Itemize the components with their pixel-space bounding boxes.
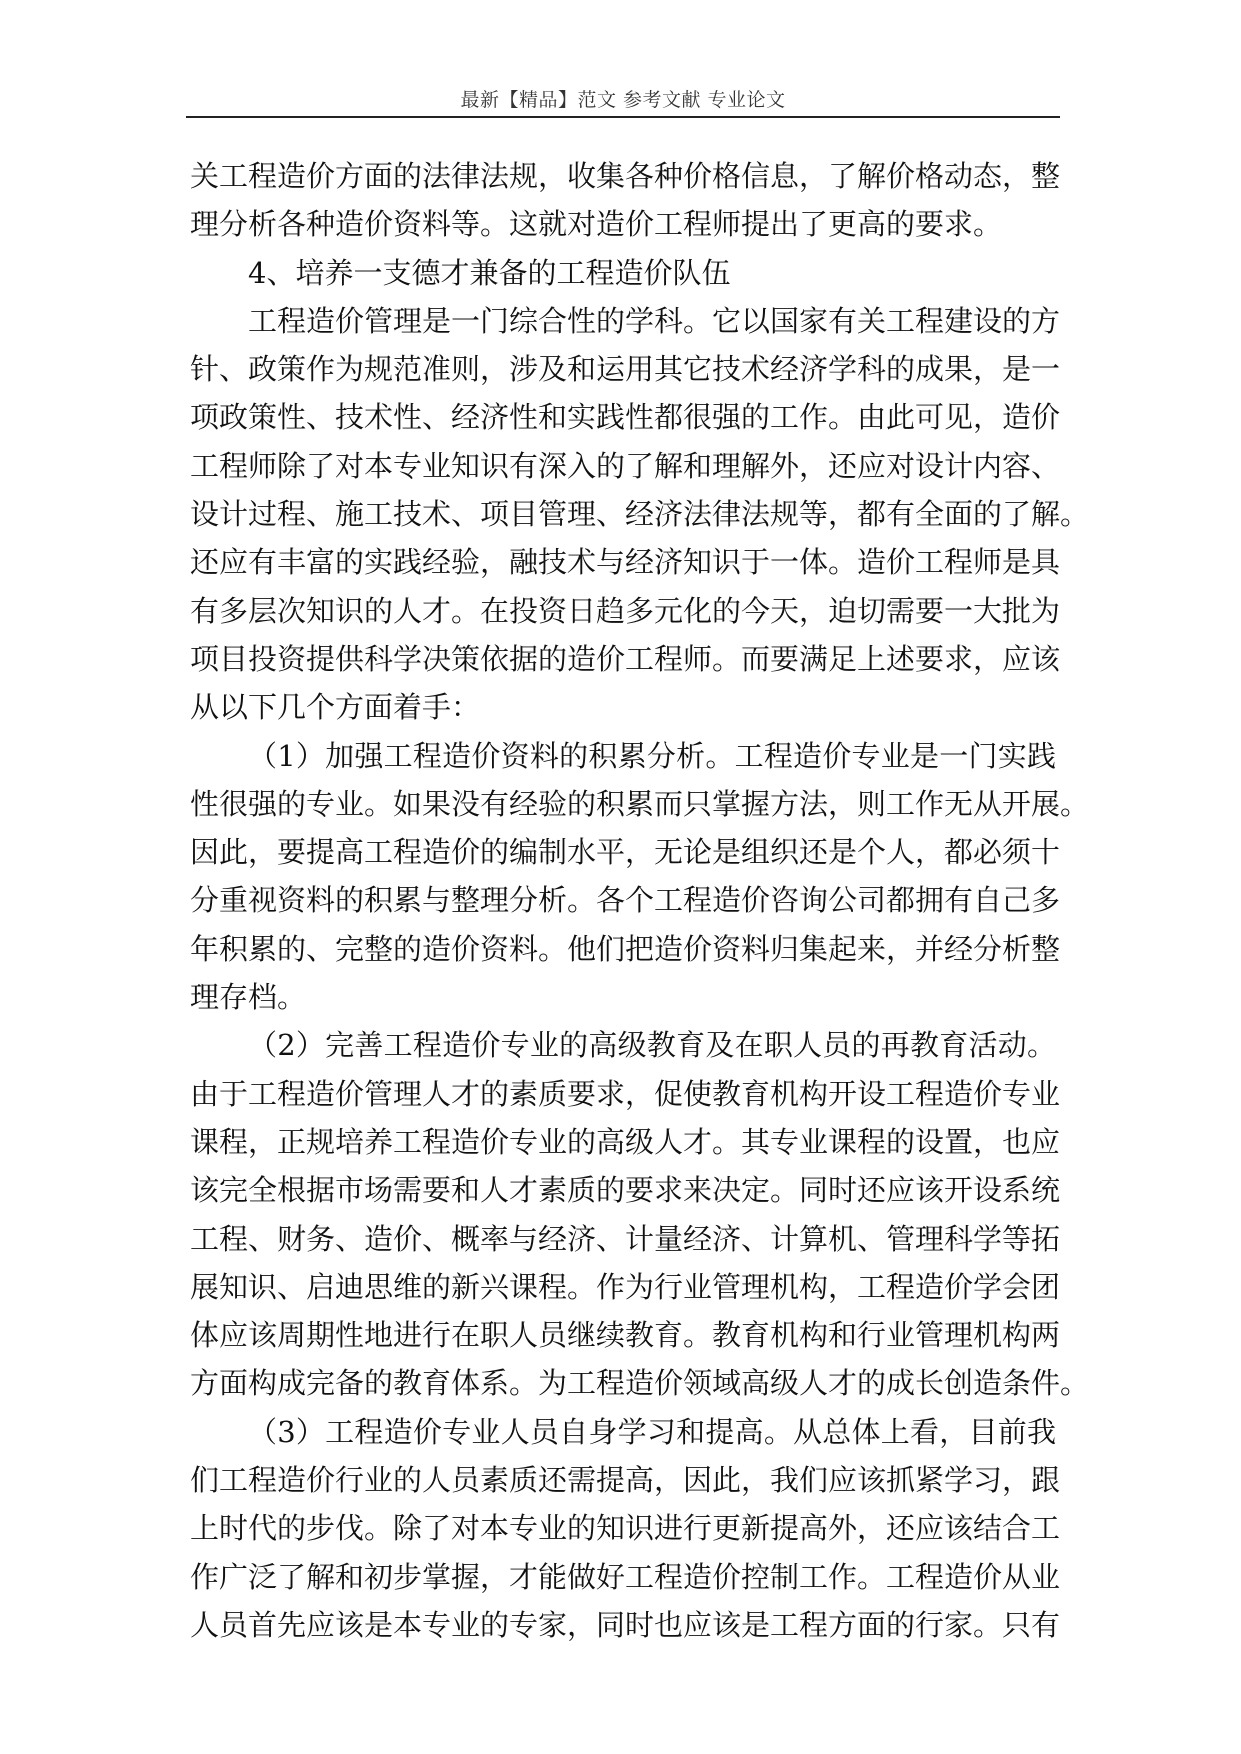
text-line: 课程，正规培养工程造价专业的高级人才。其专业课程的设置，也应: [190, 1124, 1061, 1159]
text-line: 从以下几个方面着手：: [190, 690, 481, 725]
text-line: 因此，要提高工程造价的编制水平，无论是组织还是个人，都必须十: [190, 835, 1061, 870]
text-line: 关工程造价方面的法律法规，收集各种价格信息，了解价格动态，整: [190, 159, 1061, 193]
text-line: 人员首先应该是本专业的专家，同时也应该是工程方面的行家。只有: [190, 1607, 1061, 1642]
document-body: [190, 152, 1090, 1649]
text-line: 由于工程造价管理人才的素质要求，促使教育机构开设工程造价专业: [190, 1076, 1061, 1111]
text-line: 作广泛了解和初步掌握，才能做好工程造价控制工作。工程造价从业: [190, 1559, 1061, 1594]
text-line: 项目投资提供科学决策依据的造价工程师。而要满足上述要求，应该: [190, 641, 1061, 676]
text-line: 们工程造价行业的人员素质还需提高，因此，我们应该抓紧学习，跟: [190, 1463, 1061, 1498]
text-line: 上时代的步伐。除了对本专业的知识进行更新提高外，还应该结合工: [190, 1511, 1061, 1546]
text-line: 工程造价管理是一门综合性的学科。它以国家有关工程建设的方: [248, 303, 1061, 338]
text-line: 理分析各种造价资料等。这就对造价工程师提出了更高的要求。: [190, 207, 1003, 242]
page-header: 最新【精品】范文 参考文献 专业论文: [186, 86, 1060, 118]
text-line: 该完全根据市场需要和人才素质的要求来决定。同时还应该开设系统: [190, 1173, 1061, 1208]
text-line: 设计过程、施工技术、项目管理、经济法律法规等，都有全面的了解。: [190, 497, 1090, 532]
text-line: （2）完善工程造价专业的高级教育及在职人员的再教育活动。: [248, 1028, 1056, 1063]
text-line: （3）工程造价专业人员自身学习和提高。从总体上看，目前我: [248, 1414, 1056, 1449]
text-line: 体应该周期性地进行在职人员继续教育。教育机构和行业管理机构两: [190, 1318, 1061, 1353]
text-line: 性很强的专业。如果没有经验的积累而只掌握方法，则工作无从开展。: [190, 786, 1090, 821]
text-line: 工程师除了对本专业知识有深入的了解和理解外，还应对设计内容、: [190, 448, 1061, 483]
text-line: 针、政策作为规范准则，涉及和运用其它技术经济学科的成果，是一: [190, 352, 1061, 387]
text-line: 项政策性、技术性、经济性和实践性都很强的工作。由此可见，造价: [190, 400, 1061, 435]
text-line: 分重视资料的积累与整理分析。各个工程造价咨询公司都拥有自己多: [190, 883, 1061, 918]
text-line: 有多层次知识的人才。在投资日趋多元化的今天，迫切需要一大批为: [190, 593, 1061, 628]
text-line: 年积累的、完整的造价资料。他们把造价资料归集起来，并经分析整: [190, 931, 1061, 966]
text-line: 展知识、启迪思维的新兴课程。作为行业管理机构，工程造价学会团: [190, 1269, 1061, 1304]
text-line: 还应有丰富的实践经验，融技术与经济知识于一体。造价工程师是具: [190, 545, 1061, 580]
text-line: 方面构成完备的教育体系。为工程造价领域高级人才的成长创造条件。: [190, 1366, 1090, 1401]
section-heading: 4、培养一支德才兼备的工程造价队伍: [248, 255, 731, 290]
text-line: 工程、财务、造价、概率与经济、计量经济、计算机、管理科学等拓: [190, 1221, 1061, 1256]
text-line: （1）加强工程造价资料的积累分析。工程造价专业是一门实践: [248, 738, 1056, 773]
text-line: 理存档。: [190, 980, 307, 1015]
